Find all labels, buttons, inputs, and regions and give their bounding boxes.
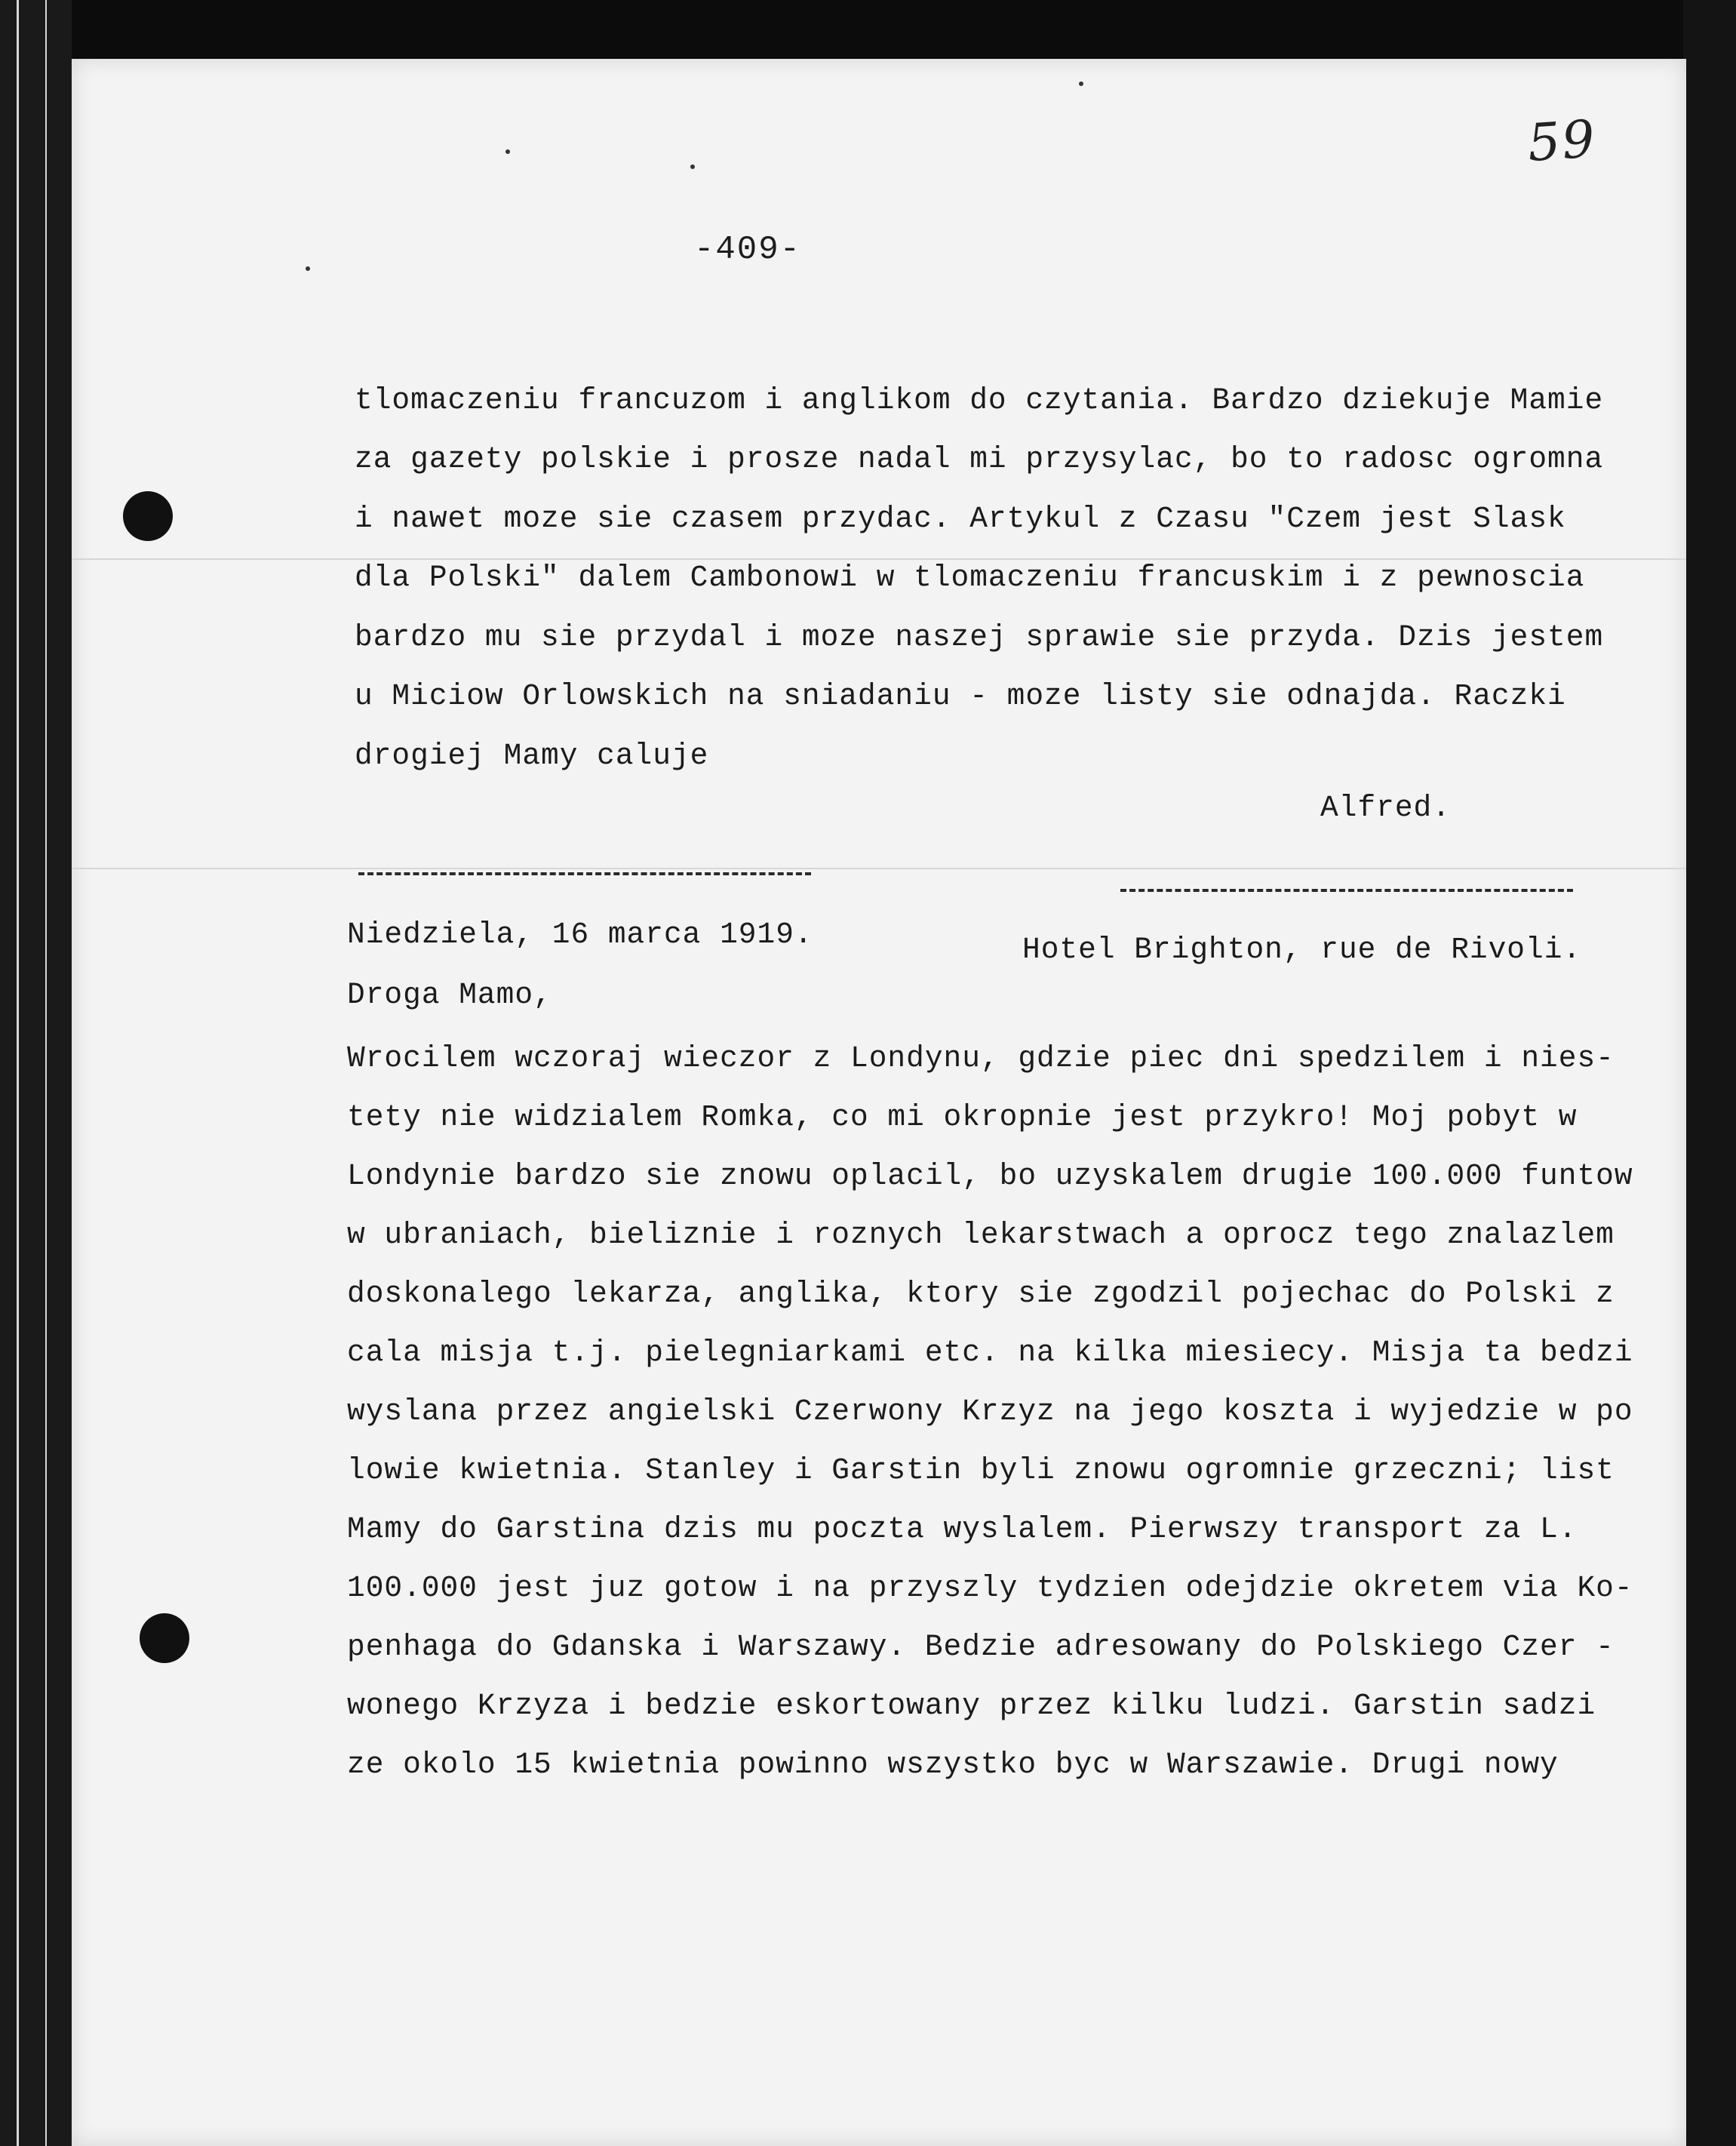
- text-line: u Miciow Orlowskich na sniadaniu - moze listy sie odnajda. Raczki: [355, 679, 1566, 713]
- separator-left: [358, 872, 811, 878]
- typed-sheet: [72, 59, 1686, 2146]
- text-line: penhaga do Gdanska i Warszawy. Bedzie adresowany do Polskiego Czer -: [347, 1630, 1615, 1664]
- left-margin-rule: [17, 0, 19, 2146]
- text-line: bardzo mu sie przydal i moze naszej sprawie sie przyda. Dzis jestem: [355, 620, 1604, 654]
- page-number: -409-: [694, 231, 802, 269]
- left-margin-rule: [45, 0, 47, 2146]
- speck: [306, 266, 310, 271]
- text-line: tety nie widzialem Romka, co mi okropnie jest przykro! Moj pobyt w: [347, 1100, 1578, 1134]
- salutation: Droga Mamo,: [347, 978, 552, 1012]
- signature: Alfred.: [1320, 791, 1451, 825]
- left-margin-strip: [0, 0, 72, 2146]
- text-line: za gazety polskie i prosze nadal mi przysylac, bo to radosc ogromna: [355, 442, 1604, 476]
- archive-folio-number: 59: [1526, 109, 1599, 174]
- letter-date: Niedziela, 16 marca 1919.: [347, 918, 813, 952]
- top-edge-shadow: [0, 0, 1736, 60]
- text-line: i nawet moze sie czasem przydac. Artykul z Czasu "Czem jest Slask: [355, 502, 1566, 536]
- punch-hole: [140, 1613, 189, 1663]
- speck: [1079, 81, 1083, 86]
- text-line: ze okolo 15 kwietnia powinno wszystko byc w Warszawie. Drugi nowy: [347, 1748, 1559, 1782]
- right-margin-strip: [1683, 0, 1736, 2146]
- text-line: wyslana przez angielski Czerwony Krzyz na jego koszta i wyjedzie w po: [347, 1394, 1633, 1428]
- text-line: drogiej Mamy caluje: [355, 739, 709, 773]
- punch-hole: [123, 491, 173, 541]
- speck: [505, 149, 510, 154]
- letter-address: Hotel Brighton, rue de Rivoli.: [1022, 933, 1582, 967]
- text-line: wonego Krzyza i bedzie eskortowany przez kilku ludzi. Garstin sadzi: [347, 1689, 1596, 1723]
- text-line: Londynie bardzo sie znowu oplacil, bo uzyskalem drugie 100.000 funtow: [347, 1159, 1633, 1193]
- fold-line: [72, 868, 1686, 869]
- speck: [690, 164, 695, 169]
- text-line: Wrocilem wczoraj wieczor z Londynu, gdzie piec dni spedzilem i nies-: [347, 1041, 1615, 1075]
- text-line: doskonalego lekarza, anglika, ktory sie zgodzil pojechac do Polski z: [347, 1277, 1615, 1311]
- text-line: w ubraniach, bieliznie i roznych lekarstwach a oprocz tego znalazlem: [347, 1218, 1615, 1252]
- text-line: 100.000 jest juz gotow i na przyszly tydzien odejdzie okretem via Ko-: [347, 1571, 1633, 1605]
- text-line: dla Polski" dalem Cambonowi w tlomaczeniu francuskim i z pewnoscia: [355, 561, 1585, 595]
- separator-right: [1120, 889, 1573, 895]
- text-line: lowie kwietnia. Stanley i Garstin byli znowu ogromnie grzeczni; list: [347, 1453, 1615, 1487]
- text-line: cala misja t.j. pielegniarkami etc. na kilka miesiecy. Misja ta bedzi: [347, 1336, 1633, 1370]
- text-line: tlomaczeniu francuzom i anglikom do czytania. Bardzo dziekuje Mamie: [355, 383, 1604, 417]
- fold-line: [72, 558, 1686, 560]
- text-line: Mamy do Garstina dzis mu poczta wyslalem. Pierwszy transport za L.: [347, 1512, 1578, 1546]
